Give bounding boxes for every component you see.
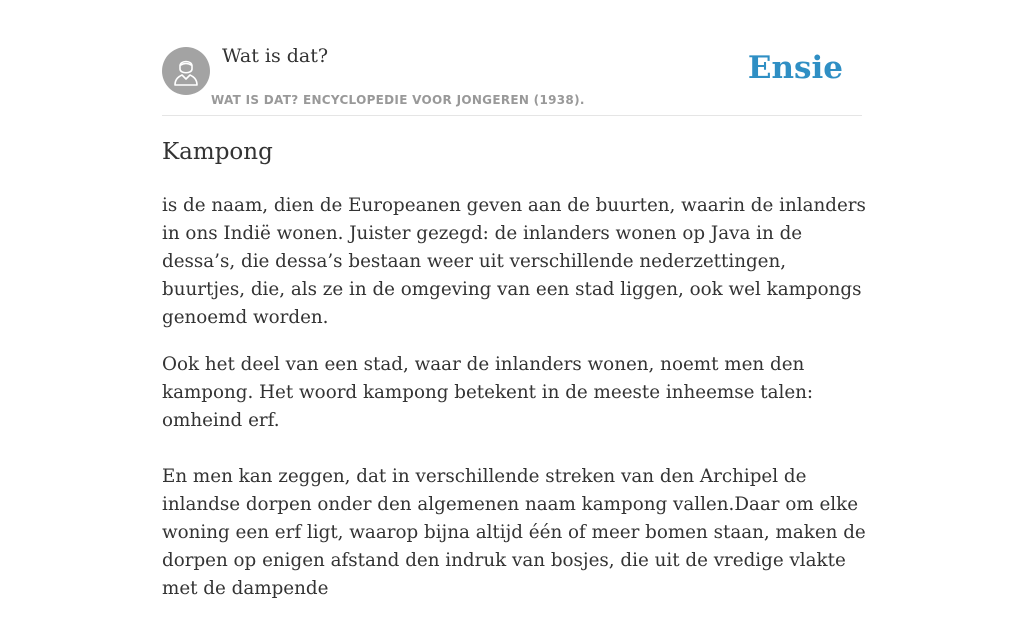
ensie-logo[interactable]: Ensie: [747, 50, 843, 86]
article-body: [162, 192, 867, 622]
article-paragraph: Ook het deel van een stad, waar de inlanders wonen, noemt men den kampong. Het woord kampong betekent in de meeste inheemse talen: omheind erf.: [162, 354, 814, 431]
page-container: [162, 0, 866, 599]
source-subtitle[interactable]: WAT IS DAT? ENCYCLOPEDIE VOOR JONGEREN (1938).: [211, 93, 585, 107]
user-icon: [171, 55, 201, 87]
article-paragraph: En men kan zeggen, dat in verschillende streken van den Archipel de inlandse dorpen onder den algemenen naam kampong vallen.Daar om elke woning een erf ligt, waarop bijna altijd één of meer bomen staan, maken de dorpen op enigen afstand den indruk van bosjes, die uit de vredige vlakte met de dampende: [162, 466, 866, 599]
source-title[interactable]: Wat is dat?: [222, 45, 329, 67]
article-title: Kampong: [162, 139, 273, 165]
article-paragraph: is de naam, dien de Europeanen geven aan de buurten, waarin de inlanders in ons Indië wonen. Juister gezegd: de inlanders wonen op Java in de dessa’s, die dessa’s bestaan weer uit verschillende nederzettingen, buurtjes, die, als ze in de omgeving van een stad liggen, ook wel kampongs genoemd worden.: [162, 195, 866, 328]
avatar[interactable]: [162, 47, 210, 95]
source-header: [162, 0, 862, 116]
